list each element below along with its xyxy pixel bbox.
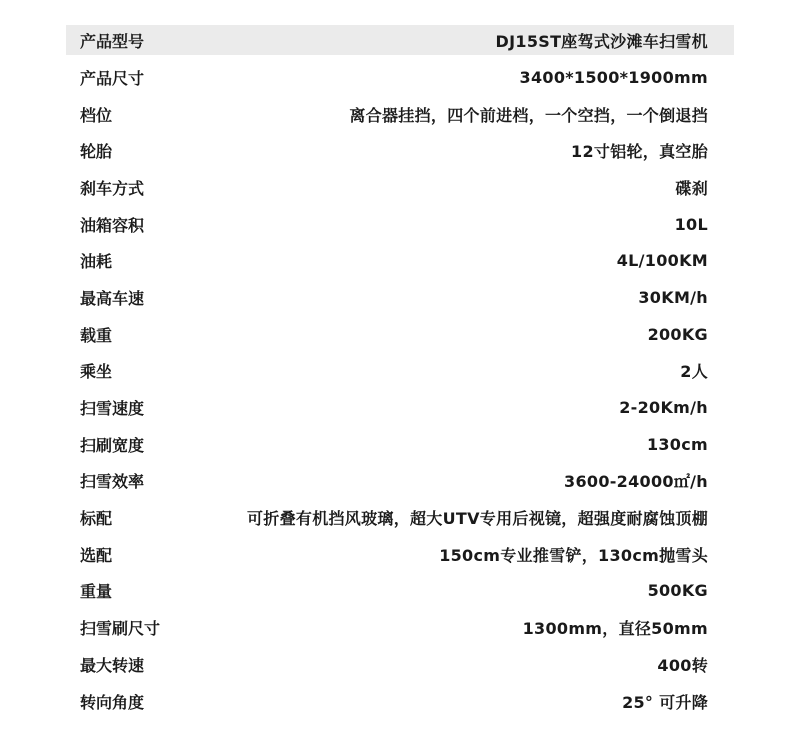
spec-header-row xyxy=(66,25,734,55)
spec-row xyxy=(66,536,734,573)
spec-label: 刹车方式 xyxy=(80,178,145,198)
spec-label: 选配 xyxy=(80,545,113,565)
spec-value: 2-20Km/h xyxy=(619,398,708,418)
spec-row xyxy=(66,646,734,683)
spec-row xyxy=(66,426,734,463)
spec-value: 150cm专业推雪铲，130cm抛雪头 xyxy=(439,545,708,565)
spec-row xyxy=(66,499,734,536)
spec-value: 离合器挂挡，四个前进档，一个空挡，一个倒退挡 xyxy=(349,105,708,125)
spec-value: 400转 xyxy=(657,655,708,675)
spec-label: 重量 xyxy=(80,582,113,602)
spec-label: 油箱容积 xyxy=(80,215,145,235)
spec-value: 4L/100KM xyxy=(616,251,708,271)
spec-value: 25° 可升降 xyxy=(622,692,708,712)
spec-label: 载重 xyxy=(80,325,113,345)
spec-label: 最大转速 xyxy=(80,655,145,675)
spec-label: 扫雪刷尺寸 xyxy=(80,619,161,639)
spec-label: 扫雪速度 xyxy=(80,399,145,419)
spec-value: 3400*1500*1900mm xyxy=(519,67,708,87)
spec-row xyxy=(66,316,734,353)
spec-row xyxy=(66,206,734,243)
spec-row xyxy=(66,96,734,133)
spec-row xyxy=(66,463,734,500)
spec-row xyxy=(66,353,734,390)
spec-label: 扫雪效率 xyxy=(80,472,145,492)
spec-row xyxy=(66,389,734,426)
spec-value: 130cm xyxy=(646,434,708,454)
spec-value: 12寸铝轮，真空胎 xyxy=(571,142,708,162)
spec-label: 油耗 xyxy=(80,252,113,272)
spec-value: 10L xyxy=(674,214,708,234)
spec-value: 200KG xyxy=(647,324,708,344)
spec-row xyxy=(66,242,734,279)
spec-value: 1300mm，直径50mm xyxy=(522,619,708,639)
spec-row xyxy=(66,59,734,96)
spec-row xyxy=(66,132,734,169)
spec-row xyxy=(66,169,734,206)
spec-value: 500KG xyxy=(647,581,708,601)
spec-value: 3600-24000㎡/h xyxy=(564,472,708,492)
spec-row xyxy=(66,573,734,610)
spec-label: 产品尺寸 xyxy=(80,68,145,88)
spec-row xyxy=(66,279,734,316)
spec-header-value: DJ15ST座驾式沙滩车扫雪机 xyxy=(495,31,708,51)
spec-label: 最高车速 xyxy=(80,288,145,308)
spec-label: 扫刷宽度 xyxy=(80,435,145,455)
spec-label: 档位 xyxy=(80,105,113,125)
spec-value: 碟刹 xyxy=(675,178,708,198)
spec-table xyxy=(66,25,734,719)
spec-header-label: 产品型号 xyxy=(80,31,145,51)
spec-label: 标配 xyxy=(80,509,113,529)
spec-label: 乘坐 xyxy=(80,362,113,382)
spec-value: 可折叠有机挡风玻璃，超大UTV专用后视镜，超强度耐腐蚀顶棚 xyxy=(247,509,708,529)
spec-label: 转向角度 xyxy=(80,692,145,712)
spec-value: 30KM/h xyxy=(638,287,708,307)
spec-row xyxy=(66,683,734,720)
spec-label: 轮胎 xyxy=(80,142,113,162)
spec-row xyxy=(66,609,734,646)
spec-value: 2人 xyxy=(680,362,708,382)
